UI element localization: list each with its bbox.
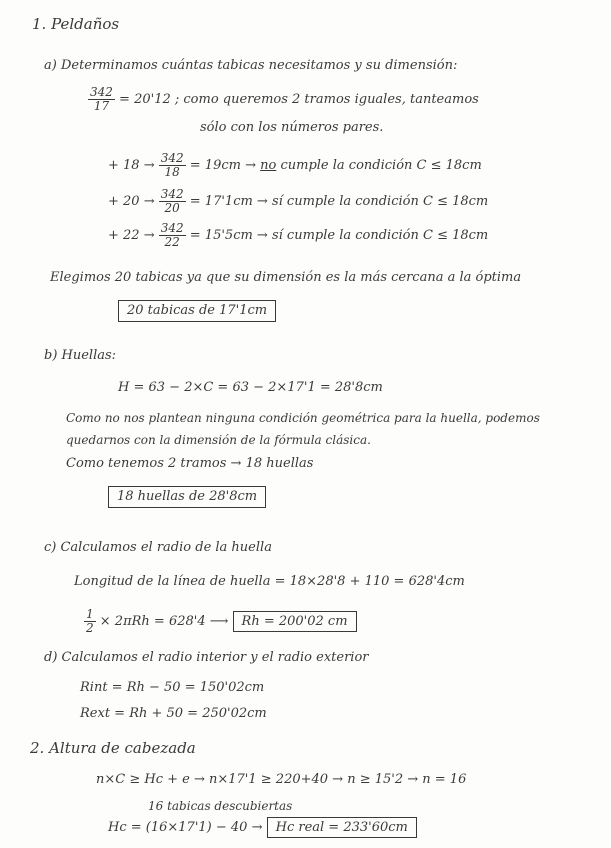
huella-text-2: quedarnos con la dimensión de la fórmula clásica. bbox=[66, 433, 371, 447]
huella-formula: H = 63 − 2×C = 63 − 2×17'1 = 28'8cm bbox=[118, 380, 383, 395]
fraction-line-1 bbox=[88, 86, 479, 113]
trial-row-22: + 22 → $\frac{342}{22}$ = 15'5cm → sí cumple la condición C ≤ 18cm bbox=[108, 221, 489, 249]
result-box-rh: Rh = 200'02 cm bbox=[233, 611, 357, 632]
part-d-label: d) Calculamos el radio interior y el radio exterior bbox=[44, 650, 369, 665]
fraction-1-2: $\frac{1}{2}$ bbox=[86, 607, 94, 635]
longitud-line: Longitud de la línea de huella = 18×28'8 + 110 = 628'4cm bbox=[74, 574, 465, 589]
part-c-label: c) Calculamos el radio de la huella bbox=[44, 540, 272, 555]
part-b-label: b) Huellas: bbox=[44, 348, 117, 363]
underlined-no: no bbox=[260, 158, 277, 173]
section-2-title: 2. Altura de cabezada bbox=[30, 739, 196, 757]
fraction-result: = 20'12 bbox=[119, 92, 171, 107]
trial-row-20: + 20 → $\frac{342}{20}$ = 17'1cm → sí cumple la condición C ≤ 18cm bbox=[108, 187, 489, 215]
fraction-342-17: $\frac{342}{17}$ bbox=[90, 85, 113, 113]
part-a-intro bbox=[44, 58, 457, 74]
result-box-hc: Hc real = 233'60cm bbox=[267, 817, 417, 838]
result-box-tabicas: 20 tabicas de 17'1cm bbox=[118, 300, 276, 322]
trial-row-18: + 18 → $\frac{342}{18}$ = 19cm → no cumple la condición C ≤ 18cm bbox=[108, 151, 482, 179]
note-line-2: sólo con los números pares. bbox=[200, 120, 384, 135]
huella-text-3: Como tenemos 2 tramos → 18 huellas bbox=[66, 456, 314, 471]
choose-text: Elegimos 20 tabicas ya que su dimensión es la más cercana a la óptima bbox=[50, 270, 522, 285]
hc-formula: Hc = (16×17'1) − 40 → bbox=[108, 820, 263, 835]
part-a-label: a) bbox=[44, 58, 57, 73]
huella-text-1: Como no nos plantean ninguna condición geométrica para la huella, podemos bbox=[66, 411, 540, 425]
fraction-342-18: $\frac{342}{18}$ bbox=[160, 151, 184, 179]
rint-line: Rint = Rh − 50 = 150'02cm bbox=[80, 680, 265, 695]
note-line-1: ; como queremos 2 tramos iguales, tanteamos bbox=[174, 92, 479, 107]
part-a-intro-text: Determinamos cuántas tabicas necesitamos y su dimensión: bbox=[60, 58, 458, 73]
radius-equation: $\frac{1}{2}$ × 2πRh = 628'4 ⟶ Rh = 200'02 cm bbox=[84, 608, 357, 635]
rext-line: Rext = Rh + 50 = 250'02cm bbox=[80, 706, 267, 721]
fraction-342-20: $\frac{342}{20}$ bbox=[160, 187, 184, 215]
cabezada-note: 16 tabicas descubiertas bbox=[148, 799, 293, 813]
cabezada-result-line bbox=[108, 820, 417, 836]
cabezada-inequality: n×C ≥ Hc + e → n×17'1 ≥ 220+40 → n ≥ 15'2 → n = 16 bbox=[96, 772, 467, 787]
arrow-icon: ⟶ bbox=[209, 614, 229, 629]
result-box-huellas: 18 huellas de 28'8cm bbox=[108, 486, 266, 508]
fraction-342-22: $\frac{342}{22}$ bbox=[160, 221, 184, 249]
section-1-title: 1. Peldaños bbox=[32, 15, 120, 33]
